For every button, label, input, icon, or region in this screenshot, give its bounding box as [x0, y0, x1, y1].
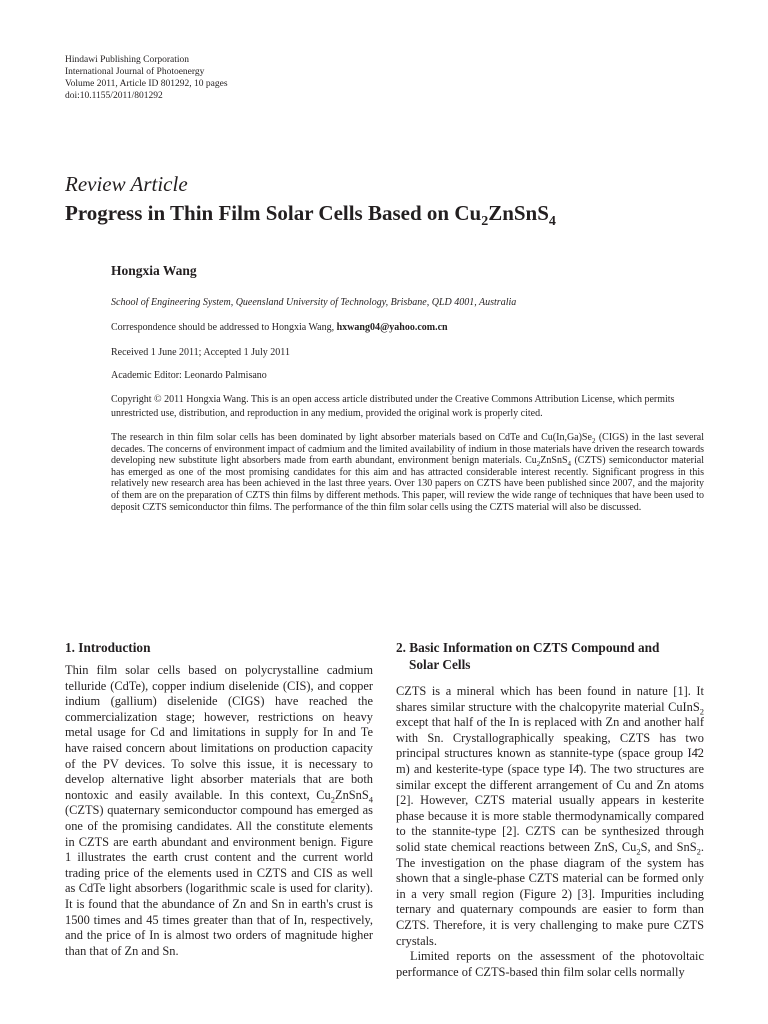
correspondence: Correspondence should be addressed to Hongxia Wang, hxwang04@yahoo.com.cn [111, 322, 448, 333]
publisher: Hindawi Publishing Corporation [65, 55, 190, 65]
introduction-paragraph: Thin film solar cells based on polycrystalline cadmium telluride (CdTe), copper indium diselenide (CIS), and copper indium (gallium) diselenide (CIGS) have reached the commercialization stage; however, restrictions on heavy metal usage for Cd and limitations in supply for In and Te have raised concern about limitations on production capacity of the PV devices. To solve this issue, it is necessary to develop alternative light absorber materials that are both nontoxic and easily available. In this context, $Cu_2ZnSnS_4$ (CZTS) quaternary semiconductor compound has emerged as one of the promising candidates. All the constitute elements in CZTS are earth abundant and environment benign. Figure 1 illustrates the earth crust content and the current world trading price of the elements used in CZTS and CIS as well as CdTe light absorbers (logarithmic scale is used for clarity). It is found that the abundance of Zn and Sn in earth's crust is 1500 times and 45 times greater than that of In, respectively, and the price of In is almost two orders of magnitude higher than that of Zn and Sn. [65, 663, 373, 958]
correspondence-email[interactable]: hxwang04@yahoo.com.cn [336, 322, 448, 333]
doi: doi:10.1155/2011/801292 [65, 91, 163, 101]
abstract: The research in thin film solar cells has been dominated by light absorber materials based on CdTe and $Cu(In,Ga)Se_2$ (CIGS) in the last several decades. The concerns of environment impact of cadmium and the limited availability of indium in those materials have driven the research towards developing new substitute light absorbers made from earth abundant, environment benign materials. $Cu_2ZnSnS_4$ (CZTS) semiconductor material has emerged as one of the most promising candidates for this aim and has attracted considerable interest recently. Significant progress in this relatively new research area has been achieved in the last three years. Over 130 papers on CZTS have been published since 2007, and the majority of them are on the preparation of CZTS thin films by different methods. This paper, will review the wide range of techniques that have been used to deposit CZTS semiconductor thin films. The performance of the thin film solar cells using the CZTS material will also be discussed. [111, 432, 705, 513]
copyright-notice: Copyright © 2011 Hongxia Wang. This is an open access article distributed under the Creative Commons Attribution License, which permits unrestricted use, distribution, and reproduction in any medium, provided the original work is properly cited. [111, 394, 675, 419]
journal-header [65, 54, 228, 102]
basic-information-paragraph-1: CZTS is a mineral which has been found in nature [1]. It shares similar structure with the chalcopyrite material CuInS$_2$ except that half of the In is replaced with Zn and another half with Sn. Crystallographically speaking, CZTS has two principal structures known as stannite-type (space group I4̄2 m) and kesterite-type (space type I4̄). The two structures are similar except the different arrangement of Cu and Zn atoms [2]. However, CZTS material usually appears in kesterite phase because it is more stable thermodynamically compared to the stannite-type [2]. CZTS can be synthesized through solid state chemical reactions between ZnS, $Cu_2S$, and SnS$_2$. The investigation on the phase diagram of the system has shown that a single-phase CZTS material can be formed only in a very small region (Figure 2) [3]. Impurities including ternary and quaternary compounds are easier to form than CZTS. Therefore, it is very challenging to make pure CZTS crystals. [396, 684, 704, 948]
volume-info: Volume 2011, Article ID 801292, 10 pages [65, 79, 228, 89]
journal-name: International Journal of Photoenergy [65, 67, 205, 77]
article-title: Progress in Thin Film Solar Cells Based on $Cu_2ZnSnS_4$ [65, 201, 556, 230]
author-name: Hongxia Wang [111, 263, 197, 278]
basic-information-text [396, 684, 704, 980]
academic-editor: Academic Editor: Leonardo Palmisano [111, 370, 267, 381]
article-type: Review Article [65, 172, 188, 196]
section-heading-basic-information: 2. Basic Information on CZTS Compound and Solar Cells [396, 640, 660, 672]
affiliation: School of Engineering System, Queensland University of Technology, Brisbane, QLD 4001, Australia [111, 297, 517, 308]
section-heading-introduction: 1. Introduction [65, 640, 151, 655]
basic-information-paragraph-2: Limited reports on the assessment of the photovoltaic performance of CZTS-based thin film solar cells normally [396, 949, 704, 979]
received-accepted-dates: Received 1 June 2011; Accepted 1 July 2011 [111, 347, 290, 358]
